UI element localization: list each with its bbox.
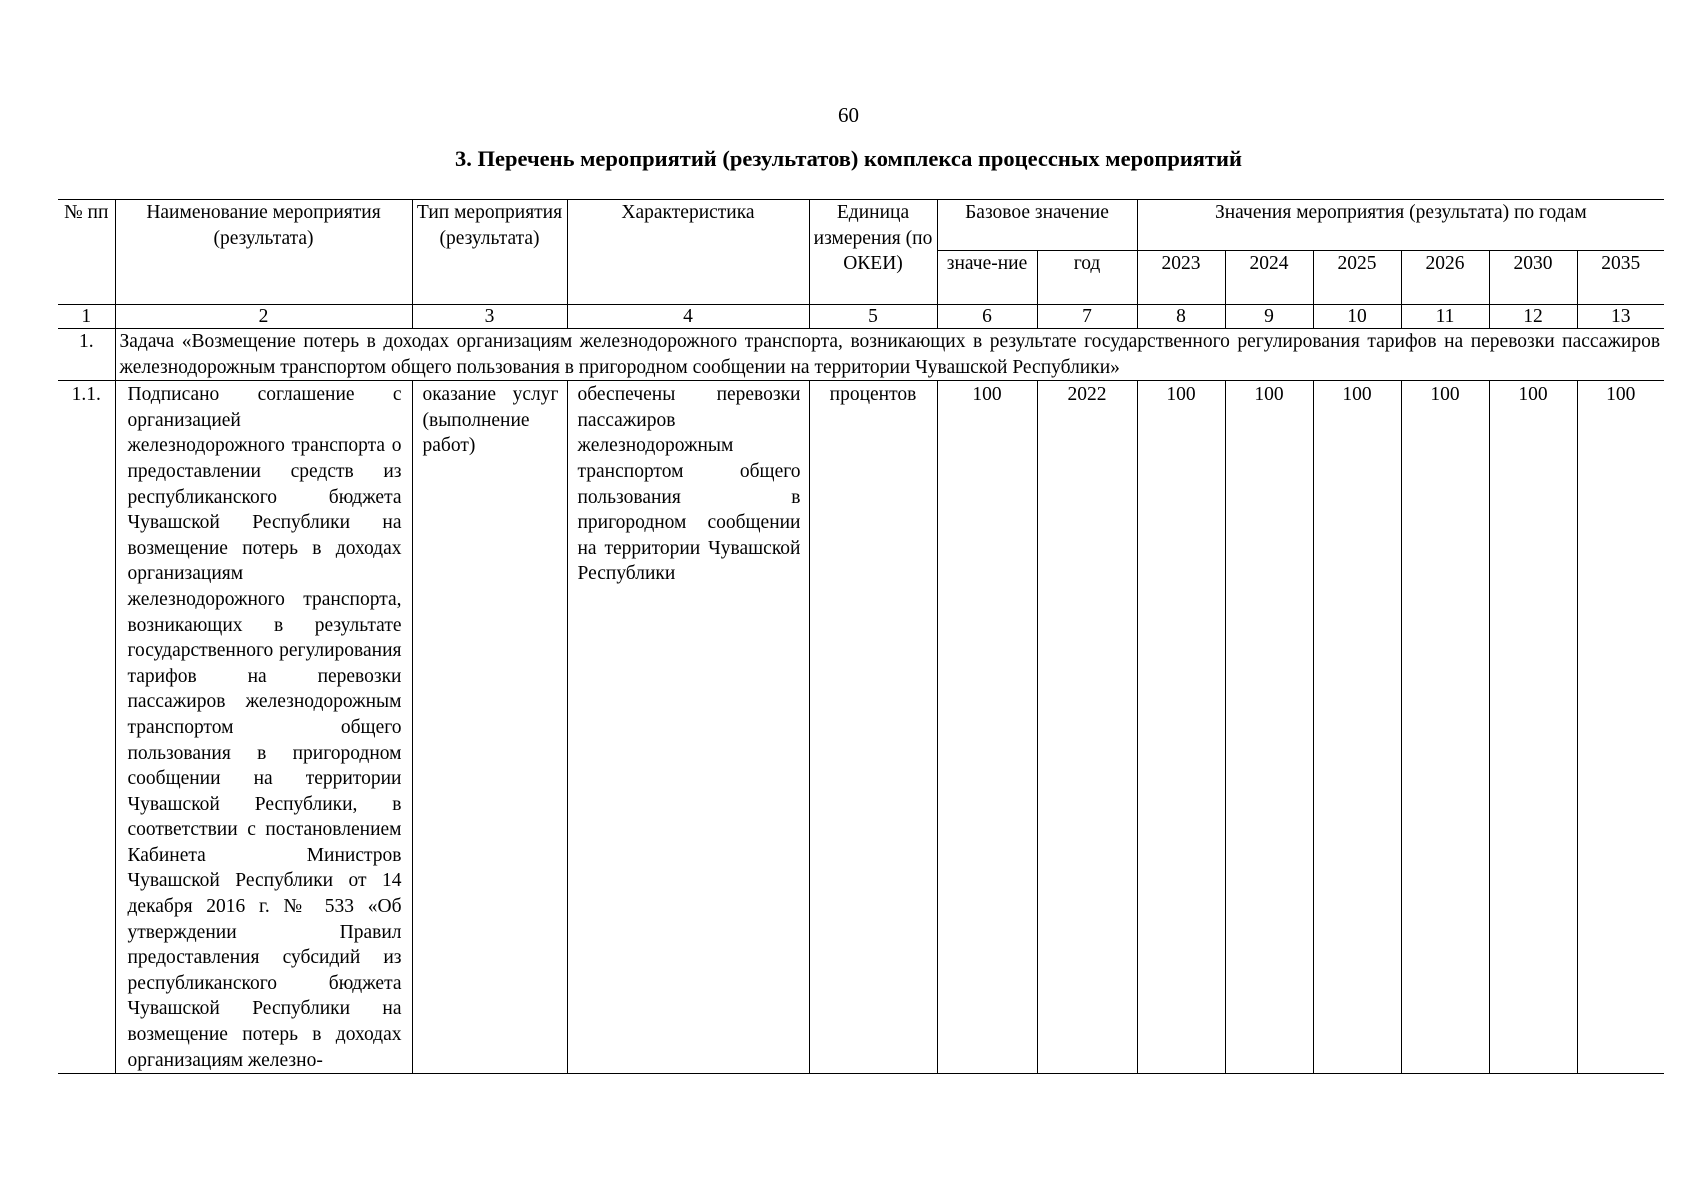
header-base-year: год	[1037, 251, 1137, 305]
column-number: 12	[1489, 305, 1577, 329]
row-base-value: 100	[937, 381, 1037, 1074]
column-number: 6	[937, 305, 1037, 329]
row-type: оказание услуг (выполнение работ)	[412, 381, 567, 1074]
task-number: 1.	[58, 329, 115, 381]
header-characteristic: Характеристика	[567, 200, 809, 305]
row-value: 100	[1137, 381, 1225, 1074]
task-row	[58, 329, 1664, 381]
header-unit: Единица измерения (по ОКЕИ)	[809, 200, 937, 305]
header-num: № пп	[58, 200, 115, 305]
header-name: Наименование мероприятия (результата)	[115, 200, 412, 305]
header-base-group: Базовое значение	[937, 200, 1137, 251]
header-year: 2024	[1225, 251, 1313, 305]
column-number: 3	[412, 305, 567, 329]
column-number: 8	[1137, 305, 1225, 329]
column-number: 4	[567, 305, 809, 329]
column-number: 10	[1313, 305, 1401, 329]
page-number: 60	[838, 103, 859, 127]
column-number: 9	[1225, 305, 1313, 329]
header-year: 2023	[1137, 251, 1225, 305]
page-title: 3. Перечень мероприятий (результатов) комплекса процессных мероприятий	[455, 146, 1242, 171]
header-year: 2035	[1577, 251, 1664, 305]
column-number: 13	[1577, 305, 1664, 329]
row-characteristic: обеспечены перевозки пассажиров железнодорожным транспортом общего пользования в пригородном сообщении на территории Чувашской Республики	[567, 381, 809, 1074]
row-value: 100	[1489, 381, 1577, 1074]
row-unit: процентов	[809, 381, 937, 1074]
row-value: 100	[1401, 381, 1489, 1074]
column-number: 2	[115, 305, 412, 329]
column-number: 11	[1401, 305, 1489, 329]
header-type: Тип мероприятия (результата)	[412, 200, 567, 305]
row-number: 1.1.	[58, 381, 115, 1074]
header-year: 2030	[1489, 251, 1577, 305]
header-values-group: Значения мероприятия (результата) по годам	[1137, 200, 1664, 251]
header-base-value: значе-ние	[937, 251, 1037, 305]
header-row	[58, 200, 1664, 251]
column-number: 7	[1037, 305, 1137, 329]
header-year: 2025	[1313, 251, 1401, 305]
row-name: Подписано соглашение с организацией железнодорожного транспорта о предоставлении средств из республиканского бюджета Чувашской Республики на возмещение потерь в доходах организациям железнодорожного транспорта, возникающих в результате государственного регулирования тарифов на перевозки пассажиров железнодорожным транспортом общего пользования в пригородном сообщении на территории Чувашской Республики, в соответствии с постановлением Кабинета Министров Чувашской Республики от 14 декабря 2016 г. № 533 «Об утверждении Правил предоставления субсидий из республиканского бюджета Чувашской Республики на возмещение потерь в доходах организациям железно-	[115, 381, 412, 1074]
task-text: Задача «Возмещение потерь в доходах организациям железнодорожного транспорта, возникающих в результате государственного регулирования тарифов на перевозки пассажиров железнодорожным транспортом общего пользования в пригородном сообщении на территории Чувашской Республики»	[115, 329, 1664, 381]
row-value: 100	[1225, 381, 1313, 1074]
column-numbers-row	[58, 305, 1664, 329]
measures-table	[58, 199, 1664, 1074]
row-value: 100	[1313, 381, 1401, 1074]
column-number: 1	[58, 305, 115, 329]
column-number: 5	[809, 305, 937, 329]
row-value: 100	[1577, 381, 1664, 1074]
header-year: 2026	[1401, 251, 1489, 305]
row-base-year: 2022	[1037, 381, 1137, 1074]
table-row	[58, 381, 1664, 1074]
